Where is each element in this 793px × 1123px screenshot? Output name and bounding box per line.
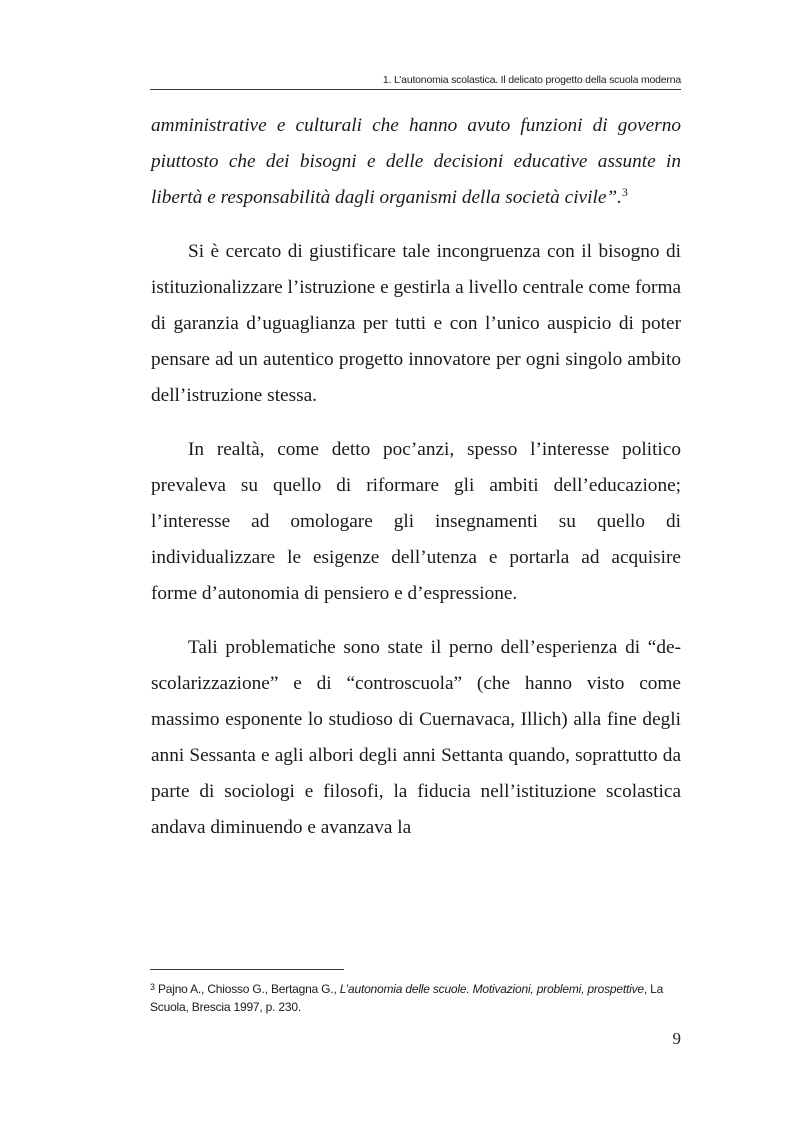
running-head: 1. L’autonomia scolastica. Il delicato progetto della scuola moderna xyxy=(382,74,681,86)
footnote-number: 3 xyxy=(150,982,155,992)
footnote-rule xyxy=(150,969,344,970)
header-rule xyxy=(150,89,681,90)
quote-text: amministrative e culturali che hanno avuto funzioni di governo piuttosto che dei bisogni e delle decisioni educative assunte in libertà e responsabilità dagli organismi della società civile”. xyxy=(151,115,681,208)
paragraph-1: Si è cercato di giustificare tale incongruenza con il bisogno di istituzionalizzare l’istruzione e gestirla a livello centrale come forma di garanzia d’uguaglianza per tutti e con l’unico auspicio di poter pensare ad un autentico progetto innovatore per ogni singolo ambito dell’istruzione stessa. xyxy=(151,241,681,406)
paragraph-2: In realtà, come detto poc’anzi, spesso l’interesse politico prevaleva su quello di riformare gli ambiti dell’educazione; l’interesse ad omologare gli insegnamenti su quello di individualizzare le esigenze dell’utenza e portarla ad acquisire forme d’autonomia di pensiero e d’espressione. xyxy=(151,439,681,604)
footnote-publisher: , La Scuola, Brescia 1997, p. 230. xyxy=(150,982,664,1014)
main-text xyxy=(151,108,681,846)
page-number: 9 xyxy=(672,1029,681,1048)
paragraph-3: Tali problematiche sono state il perno dell’esperienza di “de-scolarizzazione” e di “controscuola” (che hanno visto come massimo esponente lo studioso di Cuernavaca, Illich) alla fine degli anni Sessanta e agli albori degli anni Settanta quando, soprattutto da parte di sociologi e filosofi, la fiducia nell’istituzione scolastica andava diminuendo e avanzava la xyxy=(151,637,681,838)
footnote-title: L’autonomia delle scuole. Motivazioni, problemi, prospettive xyxy=(339,982,644,996)
footnote-reference[interactable]: 3 xyxy=(621,185,628,199)
quote-paragraph xyxy=(151,108,681,216)
footnote xyxy=(150,980,682,1016)
footnote-authors: Pajno A., Chiosso G., Bertagna G., xyxy=(154,982,340,996)
